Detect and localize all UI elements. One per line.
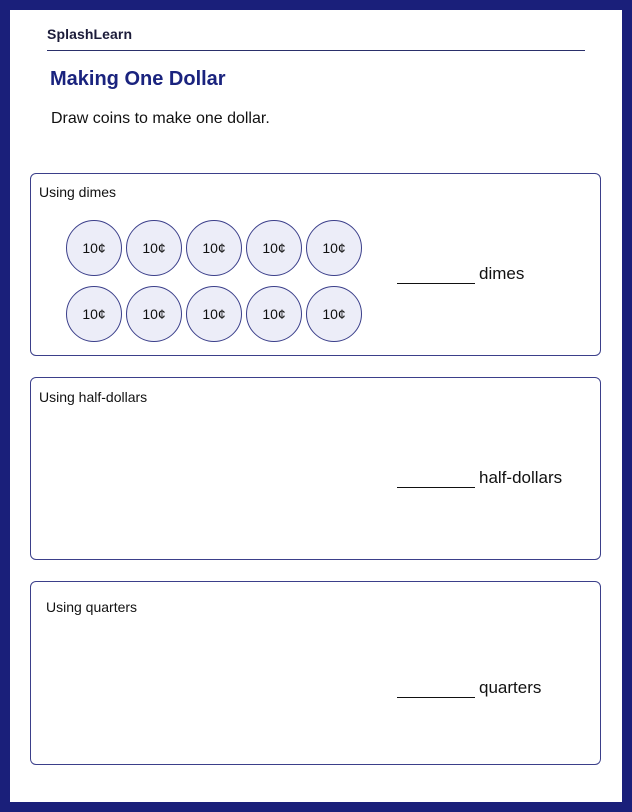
section-label: Using half-dollars	[39, 389, 148, 405]
answer-blank[interactable]	[397, 681, 475, 698]
dime-coin: 10¢	[186, 220, 242, 276]
answer-blank[interactable]	[397, 471, 475, 488]
dime-coin: 10¢	[246, 220, 302, 276]
answer-unit: half-dollars	[479, 468, 563, 487]
answer-dimes	[397, 264, 524, 284]
answer-unit: dimes	[479, 264, 525, 283]
dime-coin: 10¢	[306, 286, 362, 342]
dime-coin: 10¢	[186, 286, 242, 342]
section-quarters	[30, 581, 601, 765]
answer-quarters	[397, 678, 541, 698]
dime-coin: 10¢	[306, 220, 362, 276]
answer-half-dollars	[397, 468, 562, 488]
section-label: Using quarters	[46, 599, 138, 615]
coin-grid	[66, 220, 366, 342]
header-divider	[47, 50, 585, 51]
drawing-area[interactable]	[39, 622, 379, 757]
section-half-dollars	[30, 377, 601, 560]
worksheet	[10, 10, 622, 802]
dime-coin: 10¢	[126, 220, 182, 276]
section-dimes	[30, 173, 601, 356]
dime-coin: 10¢	[126, 286, 182, 342]
dime-coin: 10¢	[246, 286, 302, 342]
dime-coin: 10¢	[66, 220, 122, 276]
page-title: Making One Dollar	[50, 68, 226, 90]
drawing-area[interactable]	[39, 412, 379, 552]
answer-unit: quarters	[479, 678, 542, 697]
brand-logo: SplashLearn	[47, 26, 133, 42]
dime-coin: 10¢	[66, 286, 122, 342]
instruction-text: Draw coins to make one dollar.	[51, 110, 270, 127]
answer-blank[interactable]	[397, 267, 475, 284]
section-label: Using dimes	[39, 184, 117, 200]
